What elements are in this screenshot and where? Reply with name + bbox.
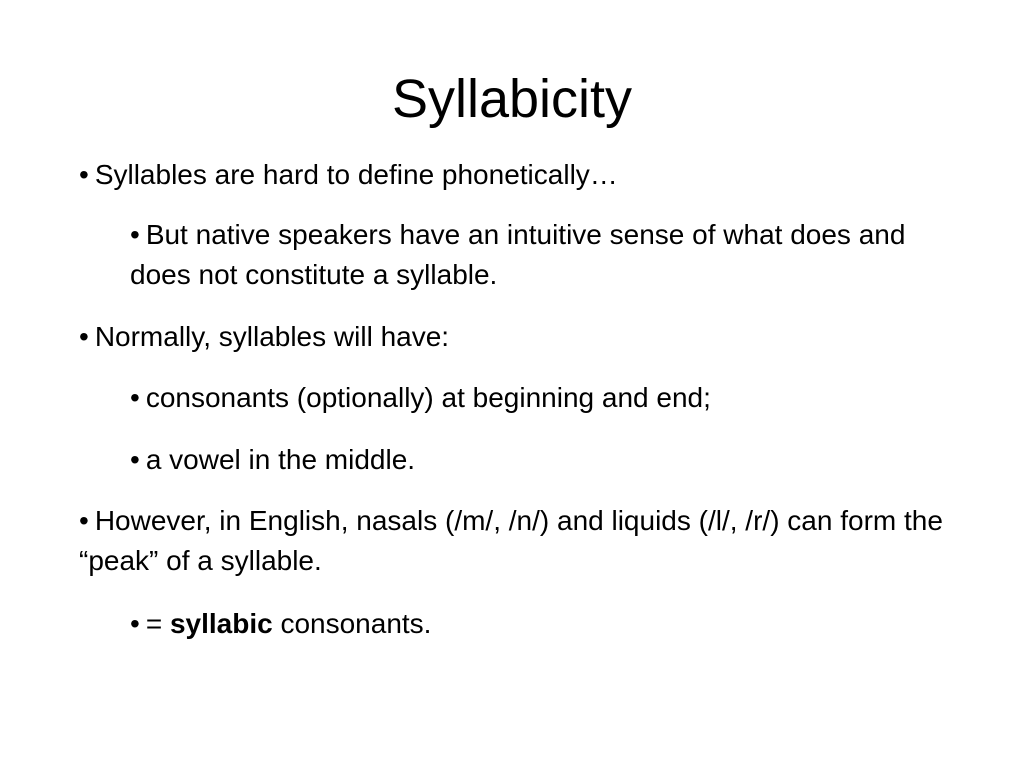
sub-bullet-item-1 bbox=[130, 215, 950, 295]
bullet-marker: • bbox=[130, 608, 140, 639]
bullet-marker: • bbox=[130, 382, 140, 413]
bullet-text: Normally, syllables will have: bbox=[94, 321, 450, 352]
slide-title: Syllabicity bbox=[391, 69, 633, 129]
sub-bullet-item-3 bbox=[130, 440, 950, 480]
bullet-text: Syllables are hard to define phonetically… bbox=[94, 159, 618, 190]
bullet-marker: • bbox=[79, 505, 89, 536]
bold-term-syllabic: syllabic bbox=[169, 608, 273, 639]
bullet-text: But native speakers have an intuitive sense of what does and does not constitute a syllable. bbox=[130, 219, 906, 290]
sub-bullet-item-4 bbox=[130, 604, 950, 644]
bullet-item-1 bbox=[79, 155, 949, 195]
bullet-marker: • bbox=[79, 159, 89, 190]
bullet-item-3 bbox=[79, 501, 949, 581]
bullet-item-2 bbox=[79, 317, 949, 357]
sub-bullet-item-2 bbox=[130, 378, 950, 418]
bullet-marker: • bbox=[79, 321, 89, 352]
bullet-text: a vowel in the middle. bbox=[145, 444, 416, 475]
bullet-text: However, in English, nasals (/m/, /n/) and liquids (/l/, /r/) can form the “peak” of a syllable. bbox=[79, 505, 943, 576]
bullet-text-suffix: consonants. bbox=[272, 608, 432, 639]
bullet-text: consonants (optionally) at beginning and end; bbox=[145, 382, 711, 413]
bullet-marker: • bbox=[130, 444, 140, 475]
bullet-text-prefix: = bbox=[145, 608, 170, 639]
bullet-marker: • bbox=[130, 219, 140, 250]
